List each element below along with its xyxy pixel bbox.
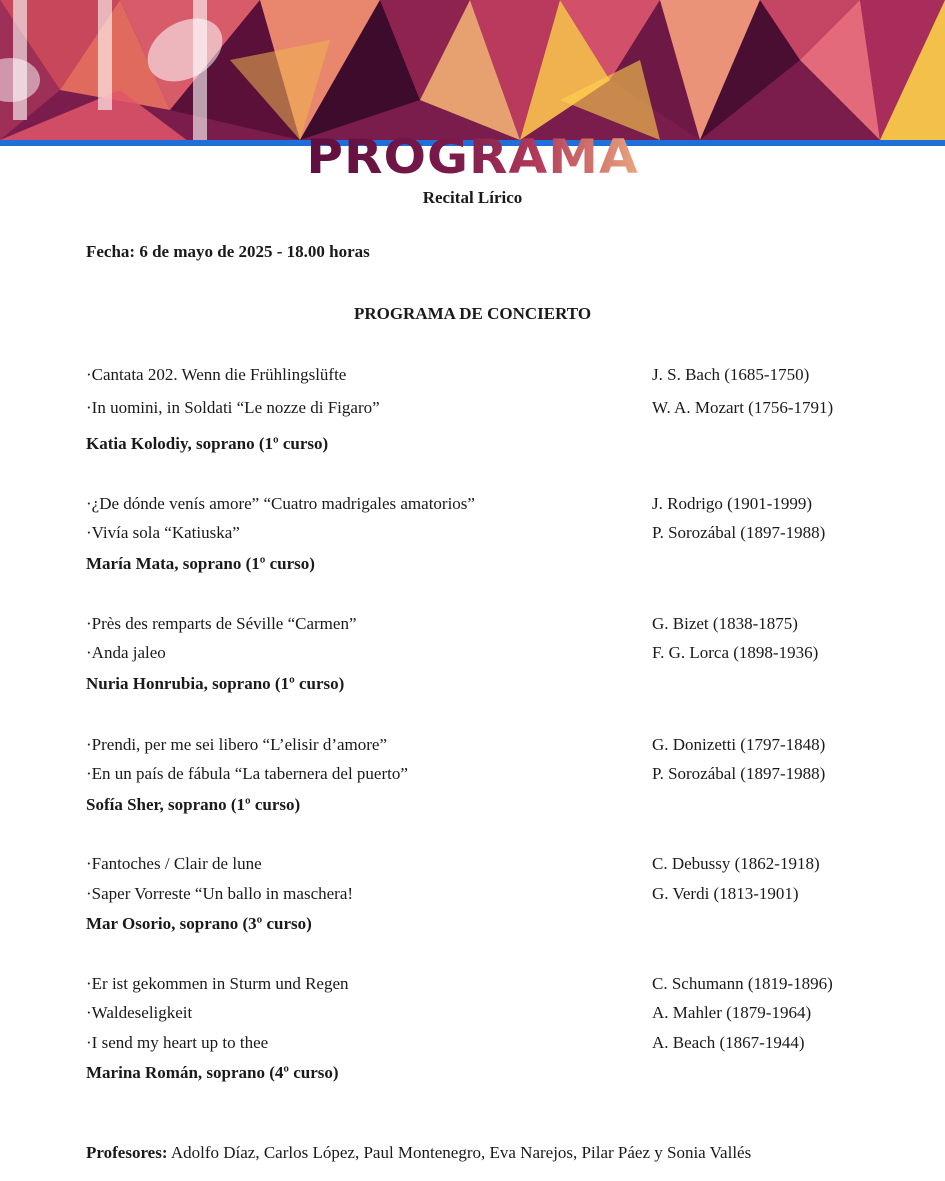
piece-composer: A. Beach (1867-1944) bbox=[652, 1033, 805, 1052]
piece-composer: P. Sorozábal (1897-1988) bbox=[652, 523, 826, 542]
performer-name: Marina Román, soprano (4º curso) bbox=[86, 1063, 339, 1082]
piece-composer: G. Verdi (1813-1901) bbox=[652, 884, 799, 903]
header-banner bbox=[0, 0, 945, 150]
piece-composer: P. Sorozábal (1897-1988) bbox=[652, 764, 826, 783]
piece-composer: G. Donizetti (1797-1848) bbox=[652, 735, 826, 754]
performer-name: María Mata, soprano (1º curso) bbox=[86, 554, 315, 573]
piece-title: ·Cantata 202. Wenn die Frühlingslüfte bbox=[86, 365, 347, 384]
piece-title: ·¿De dónde venís amore” “Cuatro madrigales amatorios” bbox=[86, 494, 475, 513]
piece-composer: C. Debussy (1862-1918) bbox=[652, 854, 820, 873]
piece-composer: F. G. Lorca (1898-1936) bbox=[652, 643, 819, 662]
piece-title: ·Waldeseligkeit bbox=[86, 1003, 193, 1022]
event-date: Fecha: 6 de mayo de 2025 - 18.00 horas bbox=[86, 242, 370, 261]
teachers-label: Profesores: bbox=[86, 1143, 168, 1162]
piece-composer: J. S. Bach (1685-1750) bbox=[652, 365, 810, 384]
piece-title: ·I send my heart up to thee bbox=[86, 1033, 269, 1052]
piece-composer: W. A. Mozart (1756-1791) bbox=[652, 398, 834, 417]
piece-composer: A. Mahler (1879-1964) bbox=[652, 1003, 812, 1022]
teachers-names: Adolfo Díaz, Carlos López, Paul Montenegro, Eva Narejos, Pilar Páez y Sonia Vallés bbox=[167, 1143, 752, 1162]
piece-composer: G. Bizet (1838-1875) bbox=[652, 614, 798, 633]
piece-composer: J. Rodrigo (1901-1999) bbox=[652, 494, 813, 513]
piece-title: ·En un país de fábula “La tabernera del puerto” bbox=[86, 764, 408, 783]
piece-title: ·Er ist gekommen in Sturm und Regen bbox=[86, 974, 349, 993]
piece-title: ·In uomini, in Soldati “Le nozze di Figaro” bbox=[86, 398, 380, 417]
piece-title: ·Fantoches / Clair de lune bbox=[86, 854, 262, 873]
piece-title: ·Près des remparts de Séville “Carmen” bbox=[86, 614, 357, 633]
performer-name: Sofía Sher, soprano (1º curso) bbox=[86, 795, 301, 814]
page-title bbox=[0, 134, 945, 180]
piece-title: ·Prendi, per me sei libero “L’elisir d’amore” bbox=[86, 735, 388, 754]
performer-name: Katia Kolodiy, soprano (1º curso) bbox=[86, 434, 329, 453]
piece-title: ·Saper Vorreste “Un ballo in maschera! bbox=[86, 884, 354, 903]
programa-title: PROGRAMA bbox=[306, 134, 639, 180]
performer-name: Mar Osorio, soprano (3º curso) bbox=[86, 914, 312, 933]
teachers-line bbox=[86, 1143, 751, 1163]
geometric-banner-art bbox=[0, 0, 945, 150]
recital-subtitle: Recital Lírico bbox=[422, 188, 523, 207]
section-title: PROGRAMA DE CONCIERTO bbox=[353, 304, 592, 323]
piece-composer: C. Schumann (1819-1896) bbox=[652, 974, 833, 993]
piece-title: ·Anda jaleo bbox=[86, 643, 166, 662]
piece-title: ·Vivía sola “Katiuska” bbox=[86, 523, 240, 542]
performer-name: Nuria Honrubia, soprano (1º curso) bbox=[86, 674, 345, 693]
